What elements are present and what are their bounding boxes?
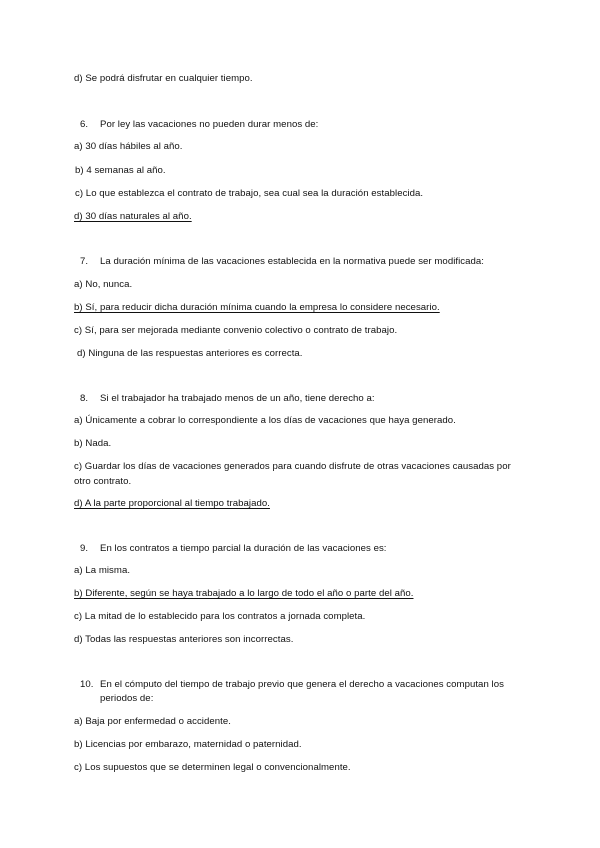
option-text: c) Los supuestos que se determinen legal o convencionalmente. <box>74 762 351 773</box>
option-text: c) La mitad de lo establecido para los contratos a jornada completa. <box>74 611 366 622</box>
option-text: b) Licencias por embarazo, maternidad o paternidad. <box>74 739 302 750</box>
option-text: a) Únicamente a cobrar lo correspondiente a los días de vacaciones que haya generado. <box>74 415 456 426</box>
option-text-correct: b) Diferente, según se haya trabajado a lo largo de todo el año o parte del año. <box>74 588 414 599</box>
question-9 <box>80 543 387 555</box>
option-text: a) 30 días hábiles al año. <box>74 141 183 152</box>
option-text-continuation: otro contrato. <box>74 476 132 487</box>
option-text-correct: b) Sí, para reducir dicha duración mínima cuando la empresa lo considere necesario. <box>74 302 440 313</box>
question-7 <box>80 256 484 268</box>
option-text: b) 4 semanas al año. <box>75 165 166 176</box>
option-text: a) No, nunca. <box>74 279 133 290</box>
option-text: c) Sí, para ser mejorada mediante convenio colectivo o contrato de trabajo. <box>74 325 398 336</box>
question-number: 8. <box>80 393 89 404</box>
question-text: Si el trabajador ha trabajado menos de un año, tiene derecho a: <box>100 393 375 404</box>
question-text: Por ley las vacaciones no pueden durar menos de: <box>100 119 319 130</box>
question-number: 6. <box>80 119 89 130</box>
option-text: d) Todas las respuestas anteriores son incorrectas. <box>74 634 294 645</box>
question-10 <box>80 679 504 691</box>
question-number: 10. <box>80 679 94 690</box>
option-text: d) Ninguna de las respuestas anteriores es correcta. <box>77 348 303 359</box>
option-text: b) Nada. <box>74 438 112 449</box>
option-text: a) La misma. <box>74 565 131 576</box>
option-text: c) Guardar los días de vacaciones generados para cuando disfrute de otras vacaciones causadas por <box>74 461 511 472</box>
question-text: En el cómputo del tiempo de trabajo previo que genera el derecho a vacaciones computan los <box>100 679 504 690</box>
question-text: La duración mínima de las vacaciones establecida en la normativa puede ser modificada: <box>100 256 485 267</box>
question-text: En los contratos a tiempo parcial la duración de las vacaciones es: <box>100 543 387 554</box>
question-8 <box>80 393 375 405</box>
option-text: d) Se podrá disfrutar en cualquier tiempo. <box>74 73 253 84</box>
question-number: 9. <box>80 543 89 554</box>
option-text-correct: d) 30 días naturales al año. <box>74 211 192 222</box>
option-text: c) Lo que establezca el contrato de trabajo, sea cual sea la duración establecida. <box>75 188 424 199</box>
question-text-continuation: periodos de: <box>100 693 154 704</box>
option-text: a) Baja por enfermedad o accidente. <box>74 716 231 727</box>
question-6 <box>80 119 318 131</box>
question-number: 7. <box>80 256 89 267</box>
option-text-correct: d) A la parte proporcional al tiempo trabajado. <box>74 498 270 509</box>
